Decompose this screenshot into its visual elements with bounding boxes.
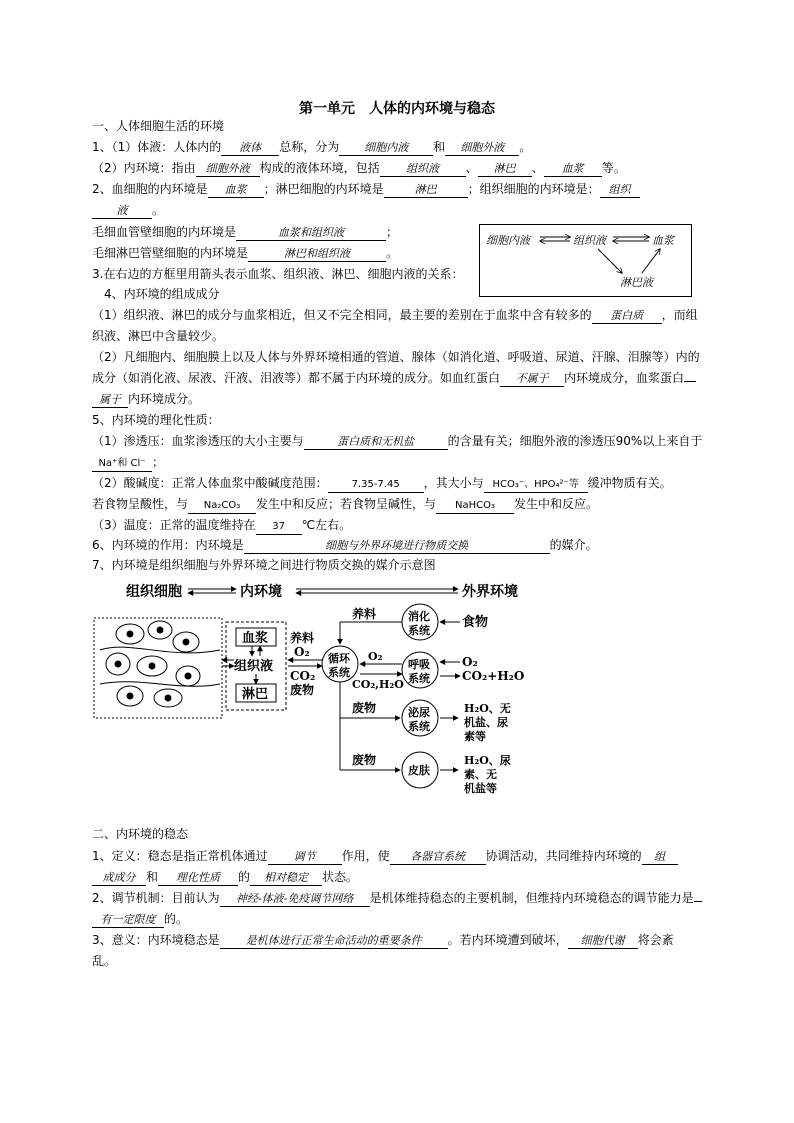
relation-box bbox=[479, 224, 692, 297]
line-3: 2、血细胞的内环境是 血浆 ；淋巴细胞的内环境是 淋巴 ；组织细胞的内环境是： 组织 bbox=[92, 181, 640, 198]
answer-blank: 组织液 bbox=[380, 162, 466, 177]
label-waste-2: 废物 bbox=[352, 701, 377, 715]
label-urin-out-2: 机盐、尿 bbox=[464, 716, 508, 729]
line-18: （3）温度：正常的温度维持在 37 ℃左右。 bbox=[92, 517, 351, 535]
node-tissue-fluid: 组织液 bbox=[573, 234, 606, 247]
s2-line-3: 2、调节机制：目前认为 神经-体液-免疫调节网络 是机体维持稳态的主要机制，但维持内环境稳态的调节能力是 bbox=[92, 890, 702, 907]
line-16: （2）酸碱度：正常人体血浆中酸碱度范围： 7.35-7.45 ，其大小与 HCO₃⁻、HPO₄²⁻等 缓冲物质有关。 bbox=[92, 475, 672, 493]
label-o2-b: O₂ bbox=[462, 655, 478, 669]
label-external-env: 外界环境 bbox=[462, 584, 518, 600]
line-7: 4、内环境的组成成分 bbox=[104, 287, 220, 301]
s2-line-5: 3、意义：内环境稳态是 是机体进行正常生命活动的重要条件 。若内环境遭到破坏， 细胞代谢 将会紊 bbox=[92, 933, 674, 947]
s2-line-1: 1、定义：稳态是指正常机体通过 调节 作用，使 各器官系统 协调活动，共同维持内环境的 组 bbox=[92, 848, 678, 865]
answer-blank: Na⁺和 Cl⁻ bbox=[92, 457, 152, 472]
answer-blank: 是机体进行正常生命活动的重要条件 bbox=[220, 934, 448, 949]
label-internal-env: 内环境 bbox=[240, 584, 282, 600]
arrow-tissue-lymph bbox=[598, 249, 622, 273]
answer-blank: 属于 bbox=[92, 393, 128, 408]
label-food: 食物 bbox=[462, 615, 489, 630]
line-3b: 液 。 bbox=[92, 202, 164, 219]
answer-blank: 蛋白质 bbox=[592, 309, 662, 324]
s2-line-4: 有一定限度 的。 bbox=[92, 911, 188, 928]
label-o2-c: O₂ bbox=[368, 650, 383, 663]
label-skin-out-1: H₂O、尿 bbox=[464, 754, 511, 767]
answer-blank bbox=[694, 901, 702, 902]
answer-blank: 组织 bbox=[600, 183, 640, 198]
answer-blank: 血浆和组织液 bbox=[236, 226, 386, 241]
answer-blank: 细胞外液 bbox=[445, 141, 519, 156]
answer-blank: 相对稳定 bbox=[250, 871, 322, 886]
line-1: 1、（1）体液：人体内的 液体 总称，分为 细胞内液 和 细胞外液 。 bbox=[92, 140, 532, 154]
section-2-heading: 二、内环境的稳态 bbox=[92, 827, 189, 841]
answer-blank: 淋巴 bbox=[384, 183, 468, 198]
answer-blank: Na₂CO₃ bbox=[188, 499, 256, 514]
line-4: 毛细血管壁细胞的内环境是 血浆和组织液 ； bbox=[92, 225, 399, 239]
line-12: 属于 内环境成分。 bbox=[92, 391, 200, 408]
label-resp-1: 呼吸 bbox=[408, 658, 430, 671]
arrow-lymph-plasma bbox=[642, 249, 660, 273]
answer-blank: 血浆 bbox=[208, 183, 264, 198]
line-9: 织液、淋巴中含量较少。 bbox=[92, 329, 225, 343]
section-1-heading: 一、人体细胞生活的环境 bbox=[92, 119, 225, 133]
line-17: 若食物呈酸性，与 Na₂CO₃ 发生中和反应；若食物呈碱性，与 NaHCO₃ 发生中和反应。 bbox=[92, 496, 598, 514]
answer-blank: 液体 bbox=[221, 141, 279, 156]
label-digest-1: 消化 bbox=[408, 610, 430, 623]
label-tissue-cell: 组织细胞 bbox=[126, 584, 182, 600]
s2-line-2: 成成分 和 理化性质 的 相对稳定 状态。 bbox=[92, 869, 358, 886]
answer-blank: 淋巴 bbox=[478, 162, 532, 177]
answer-blank bbox=[684, 381, 696, 382]
line-10: （2）凡细胞内、细胞膜上以及人体与外界环境相通的管道、腺体（如消化道、呼吸道、尿道、汗腺、泪腺等）内的 bbox=[92, 350, 700, 364]
answer-blank: 细胞与外界环境进行物质交换 bbox=[244, 539, 550, 554]
label-co2: CO₂ bbox=[290, 669, 316, 683]
line-5: 毛细淋巴管壁细胞的内环境是 淋巴和组织液 。 bbox=[92, 246, 399, 260]
node-plasma: 血浆 bbox=[652, 234, 674, 247]
answer-blank: 神经-体液-免疫调节网络 bbox=[220, 892, 370, 907]
line-6: 3.在右边的方框里用箭头表示血浆、组织液、淋巴、细胞内液的关系： bbox=[92, 267, 464, 281]
label-circ-1: 循环 bbox=[328, 652, 350, 665]
label-digest-2: 系统 bbox=[408, 624, 430, 637]
answer-blank: 7.35-7.45 bbox=[328, 478, 424, 493]
label-waste-3: 废物 bbox=[352, 753, 377, 767]
label-urin-out-3: 素等 bbox=[464, 730, 486, 743]
label-circ-2: 系统 bbox=[328, 666, 350, 679]
label-resp-2: 系统 bbox=[408, 672, 430, 685]
line-15: Na⁺和 Cl⁻ ； bbox=[92, 454, 164, 472]
node-lymph: 淋巴液 bbox=[620, 276, 653, 289]
answer-blank: 有一定限度 bbox=[92, 913, 164, 928]
node-cell-fluid: 细胞内液 bbox=[486, 234, 530, 247]
line-13: 5、内环境的理化性质： bbox=[92, 413, 220, 427]
answer-blank: 细胞代谢 bbox=[568, 934, 638, 949]
answer-blank: 液 bbox=[92, 204, 152, 219]
label-lymph: 淋巴 bbox=[242, 687, 269, 702]
answer-blank: 组 bbox=[642, 850, 678, 865]
line-14: （1）渗透压：血浆渗透压的大小主要与 蛋白质和无机盐 的含量有关；细胞外液的渗透压90%以上来自于 bbox=[92, 434, 703, 448]
label-skin-out-3: 机盐等 bbox=[464, 782, 497, 795]
answer-blank: 淋巴和组织液 bbox=[248, 247, 386, 262]
s2-line-6: 乱。 bbox=[92, 954, 117, 968]
line-19: 6、内环境的作用：内环境是 细胞与外界环境进行物质交换 的媒介。 bbox=[92, 538, 598, 552]
label-nutrient: 养料 bbox=[290, 631, 315, 645]
answer-blank: 成成分 bbox=[92, 871, 146, 886]
line-20: 7、内环境是组织细胞与外界环境之间进行物质交换的媒介示意图 bbox=[92, 558, 436, 572]
label-tissue-fluid: 组织液 bbox=[234, 659, 274, 674]
answer-blank: 调节 bbox=[268, 850, 342, 865]
page-title: 第一单元 人体的内环境与稳态 bbox=[299, 101, 495, 117]
answer-blank: 37 bbox=[256, 520, 302, 535]
answer-blank: 血浆 bbox=[544, 162, 602, 177]
label-skin-out-2: 素、无 bbox=[464, 768, 497, 781]
answer-blank: NaHCO₃ bbox=[436, 499, 514, 514]
label-urin-1: 泌尿 bbox=[408, 706, 430, 719]
label-plasma: 血浆 bbox=[242, 631, 269, 646]
label-co2h2o-2: CO₂,H₂O bbox=[352, 678, 404, 691]
label-urin-out-1: H₂O、无 bbox=[464, 702, 511, 715]
exchange-figure bbox=[90, 580, 530, 810]
label-nutrient-2: 养料 bbox=[352, 607, 377, 621]
label-o2: O₂ bbox=[294, 645, 310, 659]
answer-blank: 细胞内液 bbox=[339, 141, 433, 156]
label-skin: 皮肤 bbox=[408, 764, 430, 777]
answer-blank: 蛋白质和无机盐 bbox=[304, 435, 448, 450]
relation-diagram bbox=[480, 225, 691, 296]
label-urin-2: 系统 bbox=[408, 720, 430, 733]
line-11: 成分（如消化液、尿液、汗液、泪液等）都不属于内环境的成分。如血红蛋白 不属于 内环境成分，血浆蛋白 bbox=[92, 370, 696, 387]
line-2: （2）内环境：指由 细胞外液 构成的液体环境，包括 组织液 、 淋巴 、 血浆 等。 bbox=[92, 161, 626, 175]
answer-blank: 各器官系统 bbox=[390, 850, 486, 865]
answer-blank: 细胞外液 bbox=[196, 162, 260, 177]
cell-tissue-illustration bbox=[94, 618, 222, 718]
label-waste: 废物 bbox=[290, 683, 315, 697]
label-co2h2o: CO₂+H₂O bbox=[462, 669, 525, 683]
answer-blank: HCO₃⁻、HPO₄²⁻等 bbox=[484, 478, 588, 493]
line-8: （1）组织液、淋巴的成分与血浆相近，但又不完全相同，最主要的差别在于血浆中含有较多的 蛋白质 ，而组 bbox=[92, 308, 698, 322]
answer-blank: 理化性质 bbox=[158, 871, 238, 886]
answer-blank: 不属于 bbox=[500, 372, 564, 387]
